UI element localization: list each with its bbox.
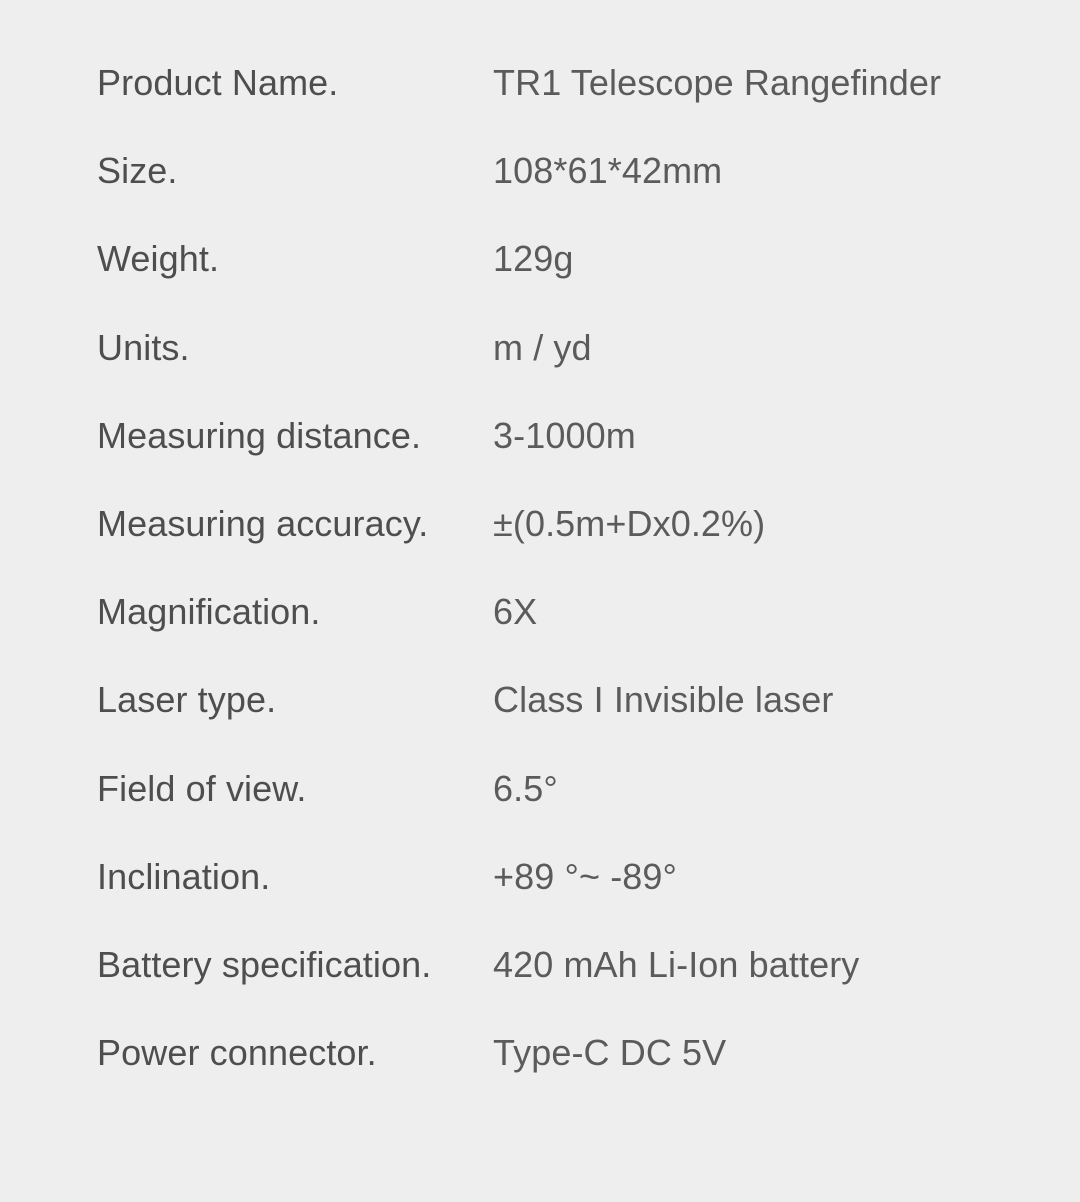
spec-label: Inclination. [97, 855, 271, 897]
spec-label: Power connector. [97, 1032, 377, 1074]
spec-label: Field of view. [97, 767, 307, 809]
spec-row-measuring-distance [97, 392, 997, 480]
spec-label: Weight. [97, 238, 220, 280]
spec-value: ±(0.5m+Dx0.2%) [493, 503, 766, 545]
spec-row-battery-specification [97, 921, 997, 1009]
spec-value: +89 °~ -89° [493, 855, 678, 897]
spec-label: Battery specification. [97, 943, 432, 985]
spec-row-product-name [97, 39, 997, 127]
spec-row-field-of-view [97, 745, 997, 833]
spec-value: Type-C DC 5V [493, 1032, 727, 1074]
spec-value: 129g [493, 238, 574, 280]
spec-value: 420 mAh Li-Ion battery [493, 943, 860, 985]
spec-value: TR1 Telescope Rangefinder [493, 62, 942, 104]
spec-label: Product Name. [97, 62, 339, 104]
spec-row-units [97, 304, 997, 392]
spec-table [97, 39, 997, 1097]
spec-label: Measuring distance. [97, 414, 422, 456]
spec-row-magnification [97, 568, 997, 656]
spec-row-laser-type [97, 656, 997, 744]
spec-label: Size. [97, 150, 178, 192]
spec-row-measuring-accuracy [97, 480, 997, 568]
spec-value: 6.5° [493, 767, 558, 809]
spec-value: Class I Invisible laser [493, 679, 834, 721]
spec-value: 3-1000m [493, 414, 636, 456]
spec-value: m / yd [493, 326, 592, 368]
spec-label: Laser type. [97, 679, 277, 721]
spec-row-power-connector [97, 1009, 997, 1097]
spec-label: Units. [97, 326, 190, 368]
spec-value: 6X [493, 591, 538, 633]
spec-label: Measuring accuracy. [97, 503, 429, 545]
spec-row-inclination [97, 833, 997, 921]
spec-row-size [97, 127, 997, 215]
spec-row-weight [97, 215, 997, 303]
spec-label: Magnification. [97, 591, 321, 633]
spec-value: 108*61*42mm [493, 150, 723, 192]
